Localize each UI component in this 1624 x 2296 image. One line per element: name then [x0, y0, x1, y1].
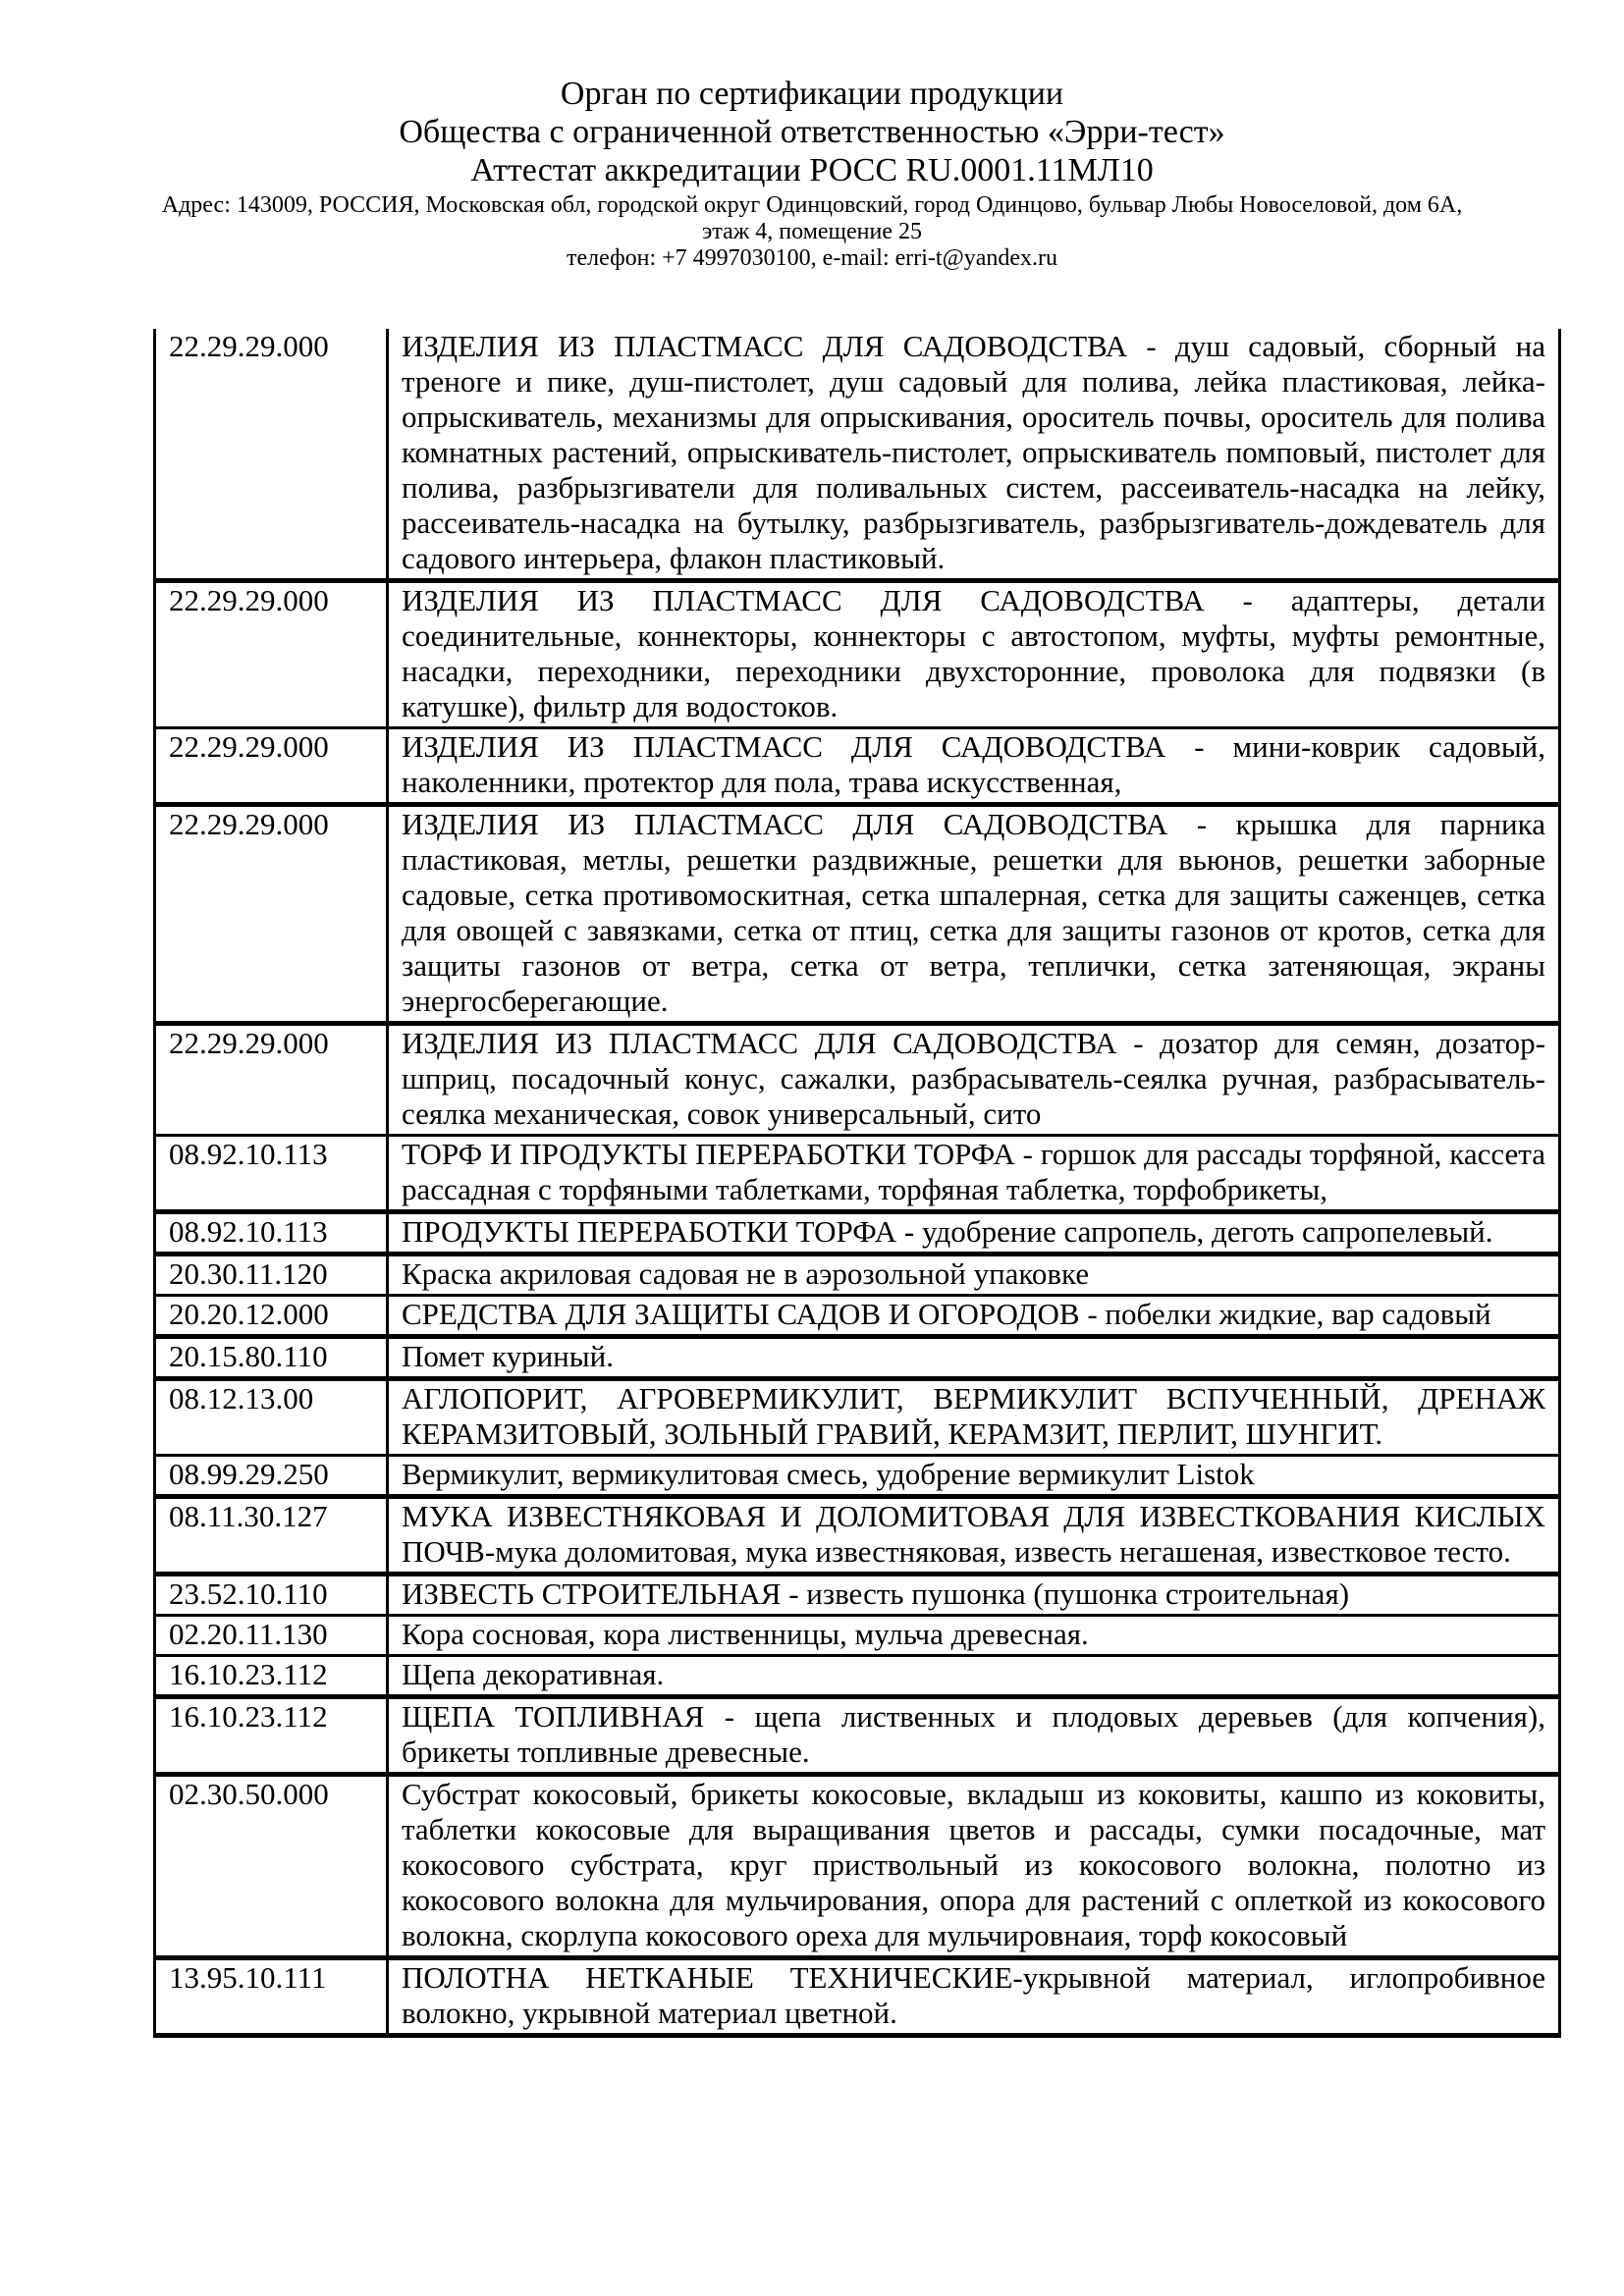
product-code-cell: 22.29.29.000: [155, 1024, 388, 1136]
product-code-cell: 23.52.10.110: [155, 1575, 388, 1616]
product-code-cell: 16.10.23.112: [155, 1697, 388, 1775]
product-description-cell: АГЛОПОРИТ, АГРОВЕРМИКУЛИТ, ВЕРМИКУЛИТ ВСПУЧЕННЫЙ, ДРЕНАЖ КЕРАМЗИТОВЫЙ, ЗОЛЬНЫЙ ГРАВИЙ, КЕРАМЗИТ, ПЕРЛИТ, ШУНГИТ.: [388, 1379, 1560, 1456]
table-row: [155, 1616, 1560, 1656]
table-row: [155, 1136, 1560, 1212]
product-description-cell: ИЗДЕЛИЯ ИЗ ПЛАСТМАСС ДЛЯ САДОВОДСТВА - душ садовый, сборный на треноге и пике, душ-пистолет, душ садовый для полива, лейка пластиковая, лейка-опрыскиватель, механизмы для опрыскивания, ороситель почвы, ороситель для полива комнатных растений, опрыскиватель-пистолет, опрыскиватель помповый, пистолет для полива, разбрызгиватели для поливальных систем, рассеиватель-насадка на лейку, рассеиватель-насадка на бутылку, разбрызгиватель, разбрызгиватель-дождеватель для садового интерьера, флакон пластиковый.: [388, 329, 1560, 581]
org-title-line2: Общества с ограниченной ответственностью «Эрри-тест»: [399, 114, 1225, 150]
product-code-cell: 22.29.29.000: [155, 581, 388, 728]
product-description-cell: ПОЛОТНА НЕТКАНЫЕ ТЕХНИЧЕСКИЕ-укрывной материал, иглопробивное волокно, укрывной материал цветной.: [388, 1958, 1560, 2036]
product-code-cell: 16.10.23.112: [155, 1656, 388, 1697]
table-row: [155, 1212, 1560, 1255]
table-row: [155, 1575, 1560, 1616]
table-row: [155, 805, 1560, 1024]
product-code-cell: 02.20.11.130: [155, 1616, 388, 1656]
product-description-cell: СРЕДСТВА ДЛЯ ЗАЩИТЫ САДОВ И ОГОРОДОВ - побелки жидкие, вар садовый: [388, 1296, 1560, 1337]
product-code-cell: 20.20.12.000: [155, 1296, 388, 1337]
product-description-cell: ИЗВЕСТЬ СТРОИТЕЛЬНАЯ - известь пушонка (пушонка строительная): [388, 1575, 1560, 1616]
table-row: [155, 728, 1560, 805]
product-code-cell: 22.29.29.000: [155, 329, 388, 581]
product-code-cell: 08.11.30.127: [155, 1497, 388, 1575]
org-title-line1: Орган по сертификации продукции: [560, 76, 1064, 112]
product-description-cell: Вермикулит, вермикулитовая смесь, удобрение вермикулит Listok: [388, 1456, 1560, 1497]
table-row: [155, 1958, 1560, 2036]
table-row: [155, 1379, 1560, 1456]
product-description-cell: Кора сосновая, кора лиственницы, мульча древесная.: [388, 1616, 1560, 1656]
accreditation-line: Аттестат аккредитации РОСС RU.0001.11МЛ10: [470, 152, 1154, 188]
contact-line: телефон: +7 4997030100, e-mail: erri-t@yandex.ru: [567, 245, 1057, 271]
table-row: [155, 1775, 1560, 1958]
product-description-cell: ЩЕПА ТОПЛИВНАЯ - щепа лиственных и плодовых деревьев (для копчения), брикеты топливные древесные.: [388, 1697, 1560, 1775]
table-row: [155, 1697, 1560, 1775]
product-description-cell: ТОРФ И ПРОДУКТЫ ПЕРЕРАБОТКИ ТОРФА - горшок для рассады торфяной, кассета рассадная с торфяными таблетками, торфяная таблетка, торфобрикеты,: [388, 1136, 1560, 1212]
product-description-cell: ИЗДЕЛИЯ ИЗ ПЛАСТМАСС ДЛЯ САДОВОДСТВА - адаптеры, детали соединительные, коннекторы, коннекторы с автостопом, муфты, муфты ремонтные, насадки, переходники, переходники двухсторонние, проволока для подвязки (в катушке), фильтр для водостоков.: [388, 581, 1560, 728]
product-code-cell: 22.29.29.000: [155, 805, 388, 1024]
product-code-cell: 08.12.13.00: [155, 1379, 388, 1456]
product-description-cell: ИЗДЕЛИЯ ИЗ ПЛАСТМАСС ДЛЯ САДОВОДСТВА - мини-коврик садовый, наколенники, протектор для пола, трава искусственная,: [388, 728, 1560, 805]
table-row: [155, 581, 1560, 728]
product-description-cell: МУКА ИЗВЕСТНЯКОВАЯ И ДОЛОМИТОВАЯ ДЛЯ ИЗВЕСТКОВАНИЯ КИСЛЫХ ПОЧВ-мука доломитовая, мука известняковая, известь негашеная, известковое тесто.: [388, 1497, 1560, 1575]
product-description-cell: Щепа декоративная.: [388, 1656, 1560, 1697]
products-table: [153, 329, 1561, 2038]
product-code-cell: 08.92.10.113: [155, 1212, 388, 1255]
table-row: [155, 1656, 1560, 1697]
table-row: [155, 329, 1560, 581]
product-code-cell: 02.30.50.000: [155, 1775, 388, 1958]
table-row: [155, 1024, 1560, 1136]
product-description-cell: ИЗДЕЛИЯ ИЗ ПЛАСТМАСС ДЛЯ САДОВОДСТВА - крышка для парника пластиковая, метлы, решетки раздвижные, решетки для вьюнов, решетки заборные садовые, сетка противомоскитная, сетка шпалерная, сетка для защиты саженцев, сетка для овощей с завязками, сетка от птиц, сетка для защиты газонов от кротов, сетка для защиты газонов от ветра, сетка от ветра, теплички, сетка затеняющая, экраны энергосберегающие.: [388, 805, 1560, 1024]
table-row: [155, 1456, 1560, 1497]
address-line: Адрес: 143009, РОССИЯ, Московская обл, городской округ Одинцовский, город Одинцово, бульвар Любы Новоселовой, дом 6А, этаж 4, помещение 25: [161, 192, 1463, 244]
table-row: [155, 1497, 1560, 1575]
table-row: [155, 1296, 1560, 1337]
product-description-cell: Краска акриловая садовая не в аэрозольной упаковке: [388, 1255, 1560, 1296]
product-description-cell: ПРОДУКТЫ ПЕРЕРАБОТКИ ТОРФА - удобрение сапропель, деготь сапропелевый.: [388, 1212, 1560, 1255]
product-code-cell: 20.15.80.110: [155, 1337, 388, 1379]
product-code-cell: 08.92.10.113: [155, 1136, 388, 1212]
product-code-cell: 08.99.29.250: [155, 1456, 388, 1497]
product-description-cell: Субстрат кокосовый, брикеты кокосовые, вкладыш из коковиты, кашпо из коковиты, таблетки кокосовые для выращивания цветов и рассады, сумки посадочные, мат кокосового субстрата, круг приствольный из кокосового волокна, полотно из кокосового волокна для мульчирования, опора для растений с оплеткой из кокосового волокна, скорлупа кокосового ореха для мульчировнаия, торф кокосовый: [388, 1775, 1560, 1958]
document-header: [0, 0, 1624, 272]
product-description-cell: ИЗДЕЛИЯ ИЗ ПЛАСТМАСС ДЛЯ САДОВОДСТВА - дозатор для семян, дозатор-шприц, посадочный конус, сажалки, разбрасыватель-сеялка ручная, разбрасыватель-сеялка механическая, совок универсальный, сито: [388, 1024, 1560, 1136]
table-row: [155, 1337, 1560, 1379]
product-code-cell: 20.30.11.120: [155, 1255, 388, 1296]
product-description-cell: Помет куриный.: [388, 1337, 1560, 1379]
table-row: [155, 1255, 1560, 1296]
product-code-cell: 13.95.10.111: [155, 1958, 388, 2036]
product-code-cell: 22.29.29.000: [155, 728, 388, 805]
